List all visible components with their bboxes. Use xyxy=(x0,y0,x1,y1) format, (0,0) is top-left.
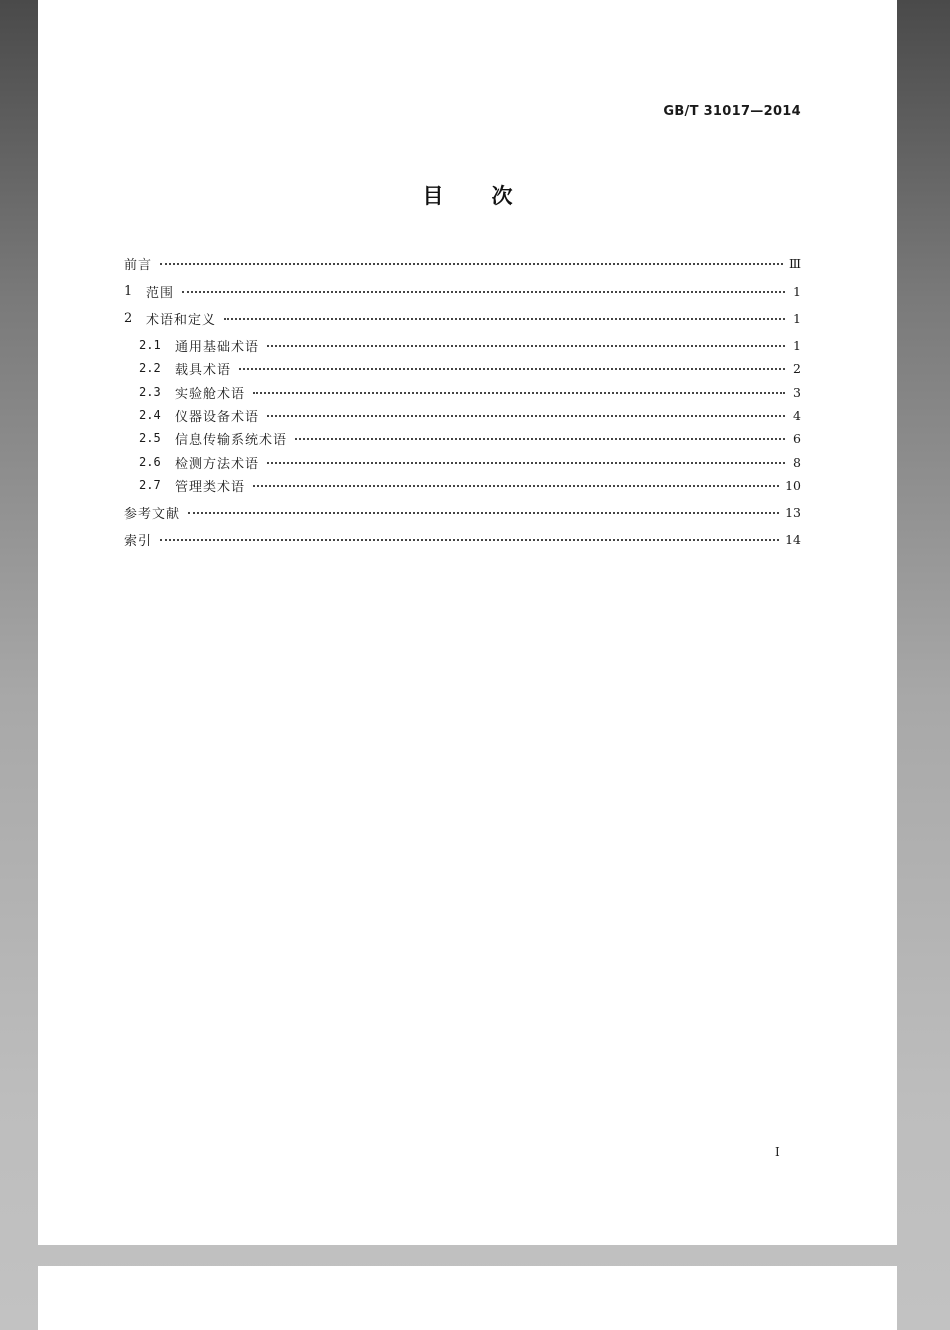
toc-leader xyxy=(295,438,785,440)
toc-leader xyxy=(182,291,785,293)
toc-number: 2.4 xyxy=(139,408,161,422)
toc-page: 10 xyxy=(785,477,801,493)
toc-entry-scope[interactable] xyxy=(124,280,801,302)
toc-label: 术语和定义 xyxy=(146,312,217,328)
toc-label: 通用基础术语 xyxy=(175,339,260,355)
title-char: 目 xyxy=(422,184,444,208)
toc-label: 仪器设备术语 xyxy=(175,409,260,425)
toc-entry-2-6[interactable] xyxy=(139,451,801,473)
toc-page: 6 xyxy=(793,430,801,446)
toc-number: 2.1 xyxy=(139,338,161,352)
next-document-page xyxy=(38,1266,897,1330)
toc-leader xyxy=(239,368,785,370)
toc-page: 1 xyxy=(793,283,801,299)
toc-page: 1 xyxy=(793,337,801,353)
toc-label: 参考文献 xyxy=(124,506,181,522)
toc-label: 载具术语 xyxy=(175,362,232,378)
toc-label: 实验舱术语 xyxy=(175,386,246,402)
toc-page: 14 xyxy=(785,531,801,547)
toc-entry-foreword[interactable] xyxy=(124,252,801,274)
toc-page: 8 xyxy=(793,454,801,470)
toc-leader xyxy=(267,415,785,417)
toc-number: 2.7 xyxy=(139,478,161,492)
toc-entry-index[interactable] xyxy=(124,528,801,550)
toc-leader xyxy=(253,392,785,394)
toc-label: 管理类术语 xyxy=(175,479,246,495)
toc-entry-2-3[interactable] xyxy=(139,381,801,403)
title-char: 次 xyxy=(491,184,513,208)
toc-label: 检测方法术语 xyxy=(175,456,260,472)
toc-leader xyxy=(267,345,785,347)
toc-entry-references[interactable] xyxy=(124,501,801,523)
toc-number: 1 xyxy=(124,283,133,299)
standard-code: GB/T 31017—2014 xyxy=(663,104,801,119)
toc-number: 2.2 xyxy=(139,361,161,375)
toc-leader xyxy=(224,318,785,320)
toc-entry-2-4[interactable] xyxy=(139,404,801,426)
toc-page: 3 xyxy=(793,384,801,400)
toc-page: 2 xyxy=(793,360,801,376)
toc-number: 2.3 xyxy=(139,385,161,399)
toc-entry-2-5[interactable] xyxy=(139,427,801,449)
toc-number: 2.5 xyxy=(139,431,161,445)
toc-number: 2.6 xyxy=(139,455,161,469)
toc-page: 13 xyxy=(785,504,801,520)
toc-label: 前言 xyxy=(124,257,153,273)
toc-number: 2 xyxy=(124,310,133,326)
page-title xyxy=(38,180,897,210)
toc-entry-terms[interactable] xyxy=(124,307,801,329)
toc-page: 1 xyxy=(793,310,801,326)
toc-leader xyxy=(188,512,779,514)
toc-leader xyxy=(160,539,779,541)
toc-page: 4 xyxy=(793,407,801,423)
toc-label: 索引 xyxy=(124,533,153,549)
toc-page: Ⅲ xyxy=(788,255,801,271)
toc-entry-2-7[interactable] xyxy=(139,474,801,496)
toc-label: 范围 xyxy=(146,285,175,301)
page-number: I xyxy=(775,1145,780,1159)
document-page xyxy=(38,0,897,1245)
toc-leader xyxy=(253,485,779,487)
toc-leader xyxy=(267,462,785,464)
toc-leader xyxy=(160,263,783,265)
toc-entry-2-1[interactable] xyxy=(139,334,801,356)
toc-label: 信息传输系统术语 xyxy=(175,432,288,448)
toc-entry-2-2[interactable] xyxy=(139,357,801,379)
